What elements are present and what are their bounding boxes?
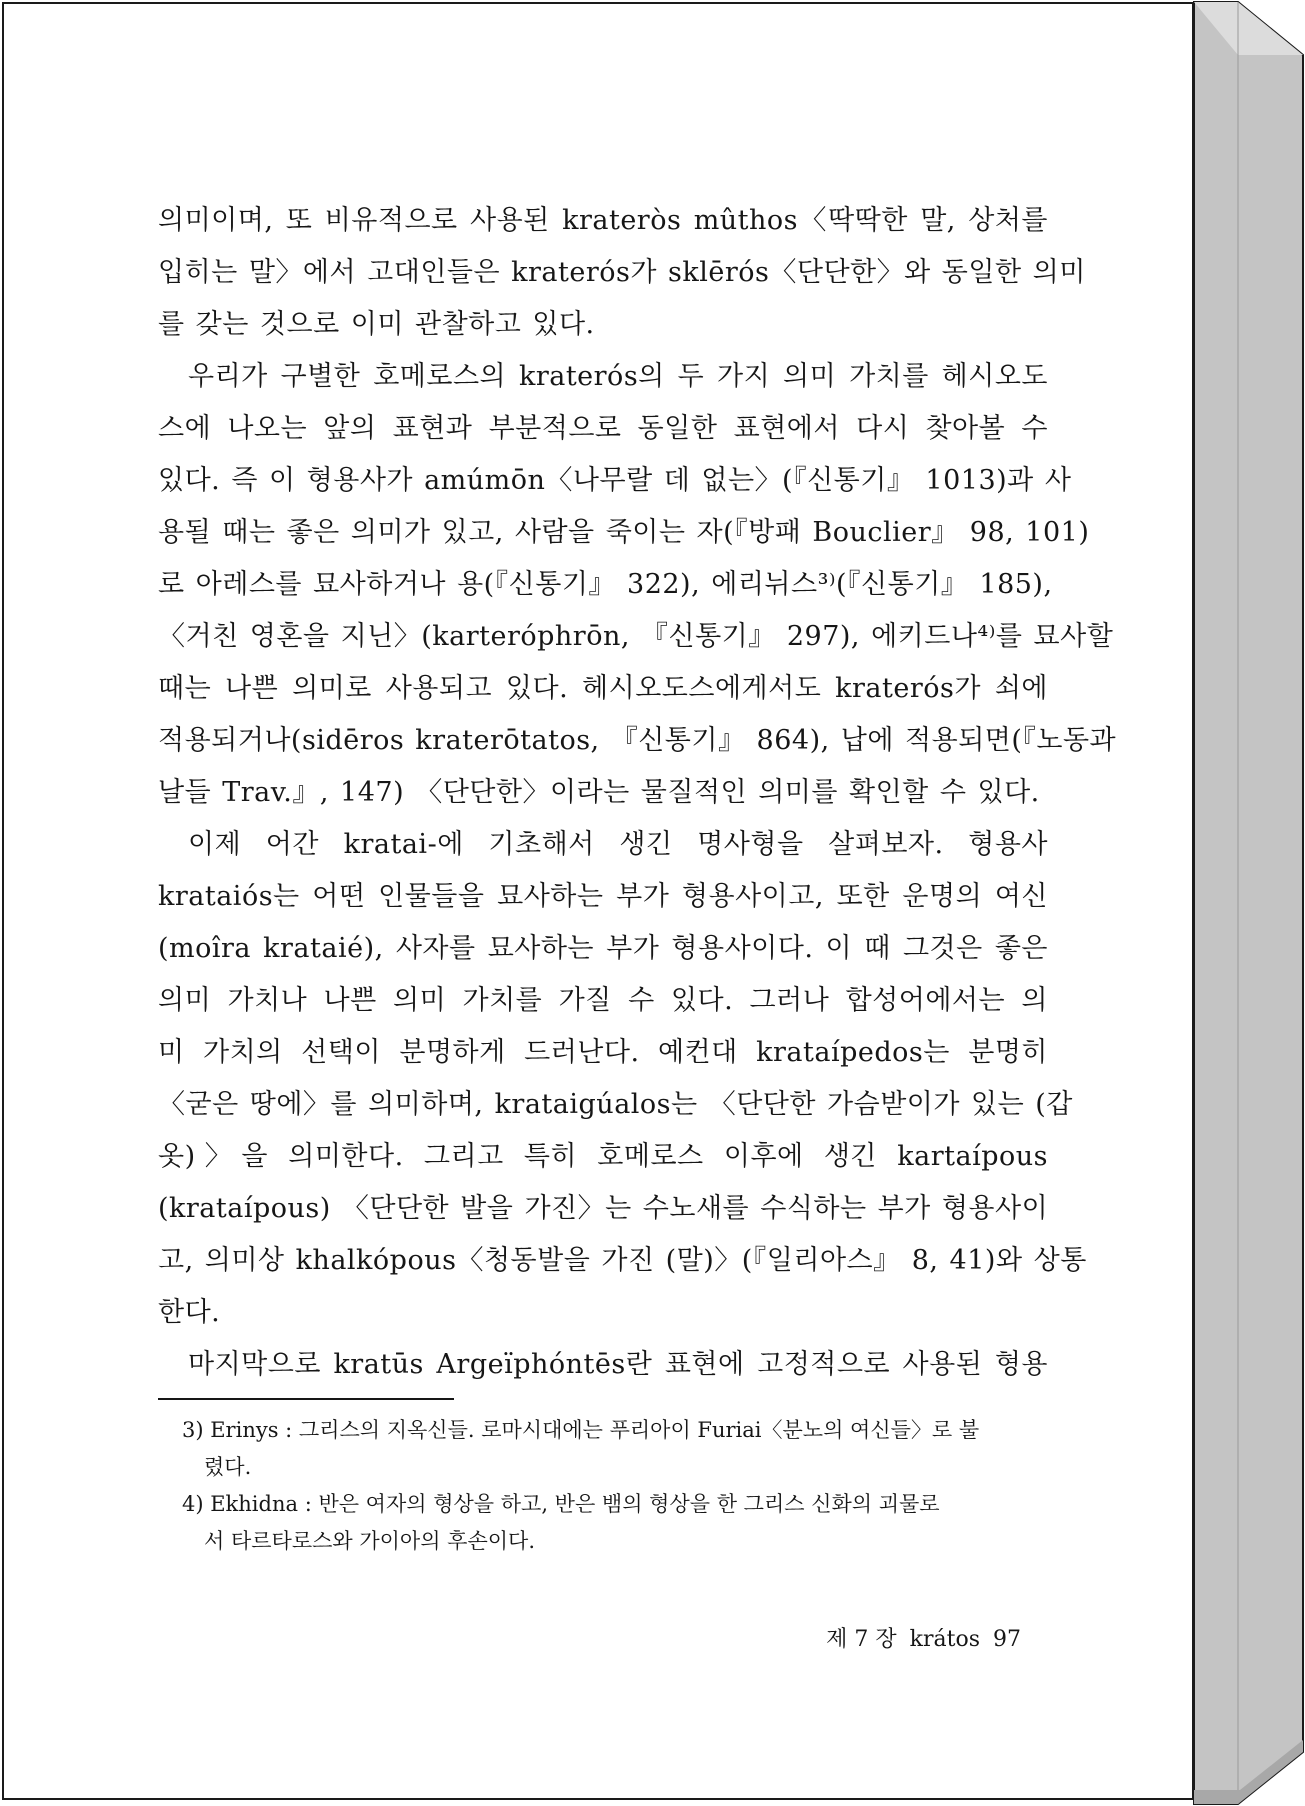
text-line: 고, 의미상 khalkópous〈청동발을 가진 (말)〉(『일리아스』 8, 41)와 상통 xyxy=(158,1245,1087,1276)
paragraph-4 xyxy=(158,1339,1048,1391)
body-text xyxy=(158,195,1117,1391)
text-line: 용될 때는 좋은 의미가 있고, 사람을 죽이는 자(『방패 Bouclier』 98, 101) xyxy=(158,517,1090,548)
footnote-divider xyxy=(158,1398,454,1400)
paragraph-1 xyxy=(158,195,1086,351)
page-number: 97 xyxy=(993,1627,1021,1652)
text-line: 스에 나오는 앞의 표현과 부분적으로 동일한 표현에서 다시 찾아볼 수 xyxy=(158,413,1048,444)
footnotes xyxy=(182,1412,1052,1560)
chapter-title: krátos xyxy=(909,1627,980,1652)
text-line: 의미 가치나 나쁜 의미 가치를 가질 수 있다. 그러나 합성어에서는 의 xyxy=(158,985,1048,1016)
chapter-label: 제 7 장 xyxy=(826,1627,897,1652)
text-line: (krataípous) 〈단단한 발을 가진〉는 수노새를 수식하는 부가 형용사이 xyxy=(158,1193,1049,1224)
text-line: 의미이며, 또 비유적으로 사용된 krateròs mûthos〈딱딱한 말, 상처를 xyxy=(158,205,1048,236)
text-line: 미 가치의 선택이 분명하게 드러난다. 예컨대 krataípedos는 분명히 xyxy=(158,1037,1048,1068)
paragraph-3 xyxy=(158,819,1087,1339)
text-line: (moîra krataié), 사자를 묘사하는 부가 형용사이다. 이 때 그것은 좋은 xyxy=(158,933,1048,964)
paragraph-2 xyxy=(158,351,1117,819)
text-line: 날들 Trav.』, 147) 〈단단한〉이라는 물질적인 의미를 확인할 수 있다. xyxy=(158,777,1040,808)
footnote-line: 4) Ekhidna : 반은 여자의 형상을 하고, 반은 뱀의 형상을 한 그리스 신화의 괴물로 xyxy=(182,1492,940,1516)
text-line: 한다. xyxy=(158,1297,221,1328)
text-line: 〈굳은 땅에〉를 의미하며, krataigúalos는 〈단단한 가슴받이가 있는 (갑 xyxy=(158,1089,1073,1120)
text-line: 〈거친 영혼을 지닌〉(karteróphrōn, 『신통기』 297), 에키드나⁴⁾를 묘사할 xyxy=(158,621,1114,652)
footnote-line: 3) Erinys : 그리스의 지옥신들. 로마시대에는 푸리아이 Furiai〈분노의 여신들〉로 불 xyxy=(182,1418,980,1442)
footnote-3 xyxy=(182,1412,1052,1486)
text-line: 때는 나쁜 의미로 사용되고 있다. 헤시오도스에게서도 kraterós가 쇠에 xyxy=(158,673,1048,704)
footnote-line: 렸다. xyxy=(204,1455,252,1479)
footnote-4 xyxy=(182,1486,1052,1560)
text-line: 로 아레스를 묘사하거나 용(『신통기』 322), 에리뉘스³⁾(『신통기』 185), xyxy=(158,569,1053,600)
page-footer xyxy=(820,1622,1021,1653)
text-line: 있다. 즉 이 형용사가 amúmōn〈나무랄 데 없는〉(『신통기』 1013)과 사 xyxy=(158,465,1072,496)
text-line: 옷)〉을 의미한다. 그리고 특히 호메로스 이후에 생긴 kartaípous xyxy=(158,1141,1048,1172)
text-line: krataiós는 어떤 인물들을 묘사하는 부가 형용사이고, 또한 운명의 여신 xyxy=(158,881,1048,912)
text-line: 이제 어간 kratai-에 기초해서 생긴 명사형을 살펴보자. 형용사 xyxy=(188,829,1048,860)
text-line: 마지막으로 kratūs Argeïphóntēs란 표현에 고정적으로 사용된 형용 xyxy=(188,1349,1048,1380)
text-line: 입히는 말〉에서 고대인들은 kraterós가 sklērós〈단단한〉와 동일한 의미 xyxy=(158,257,1086,288)
text-line: 우리가 구별한 호메로스의 kraterós의 두 가지 의미 가치를 헤시오도 xyxy=(188,361,1048,392)
text-line: 적용되거나(sidēros kraterōtatos, 『신통기』 864), 납에 적용되면(『노동과 xyxy=(158,725,1117,756)
footnote-line: 서 타르타로스와 가이아의 후손이다. xyxy=(204,1529,535,1553)
text-line: 를 갖는 것으로 이미 관찰하고 있다. xyxy=(158,309,595,340)
